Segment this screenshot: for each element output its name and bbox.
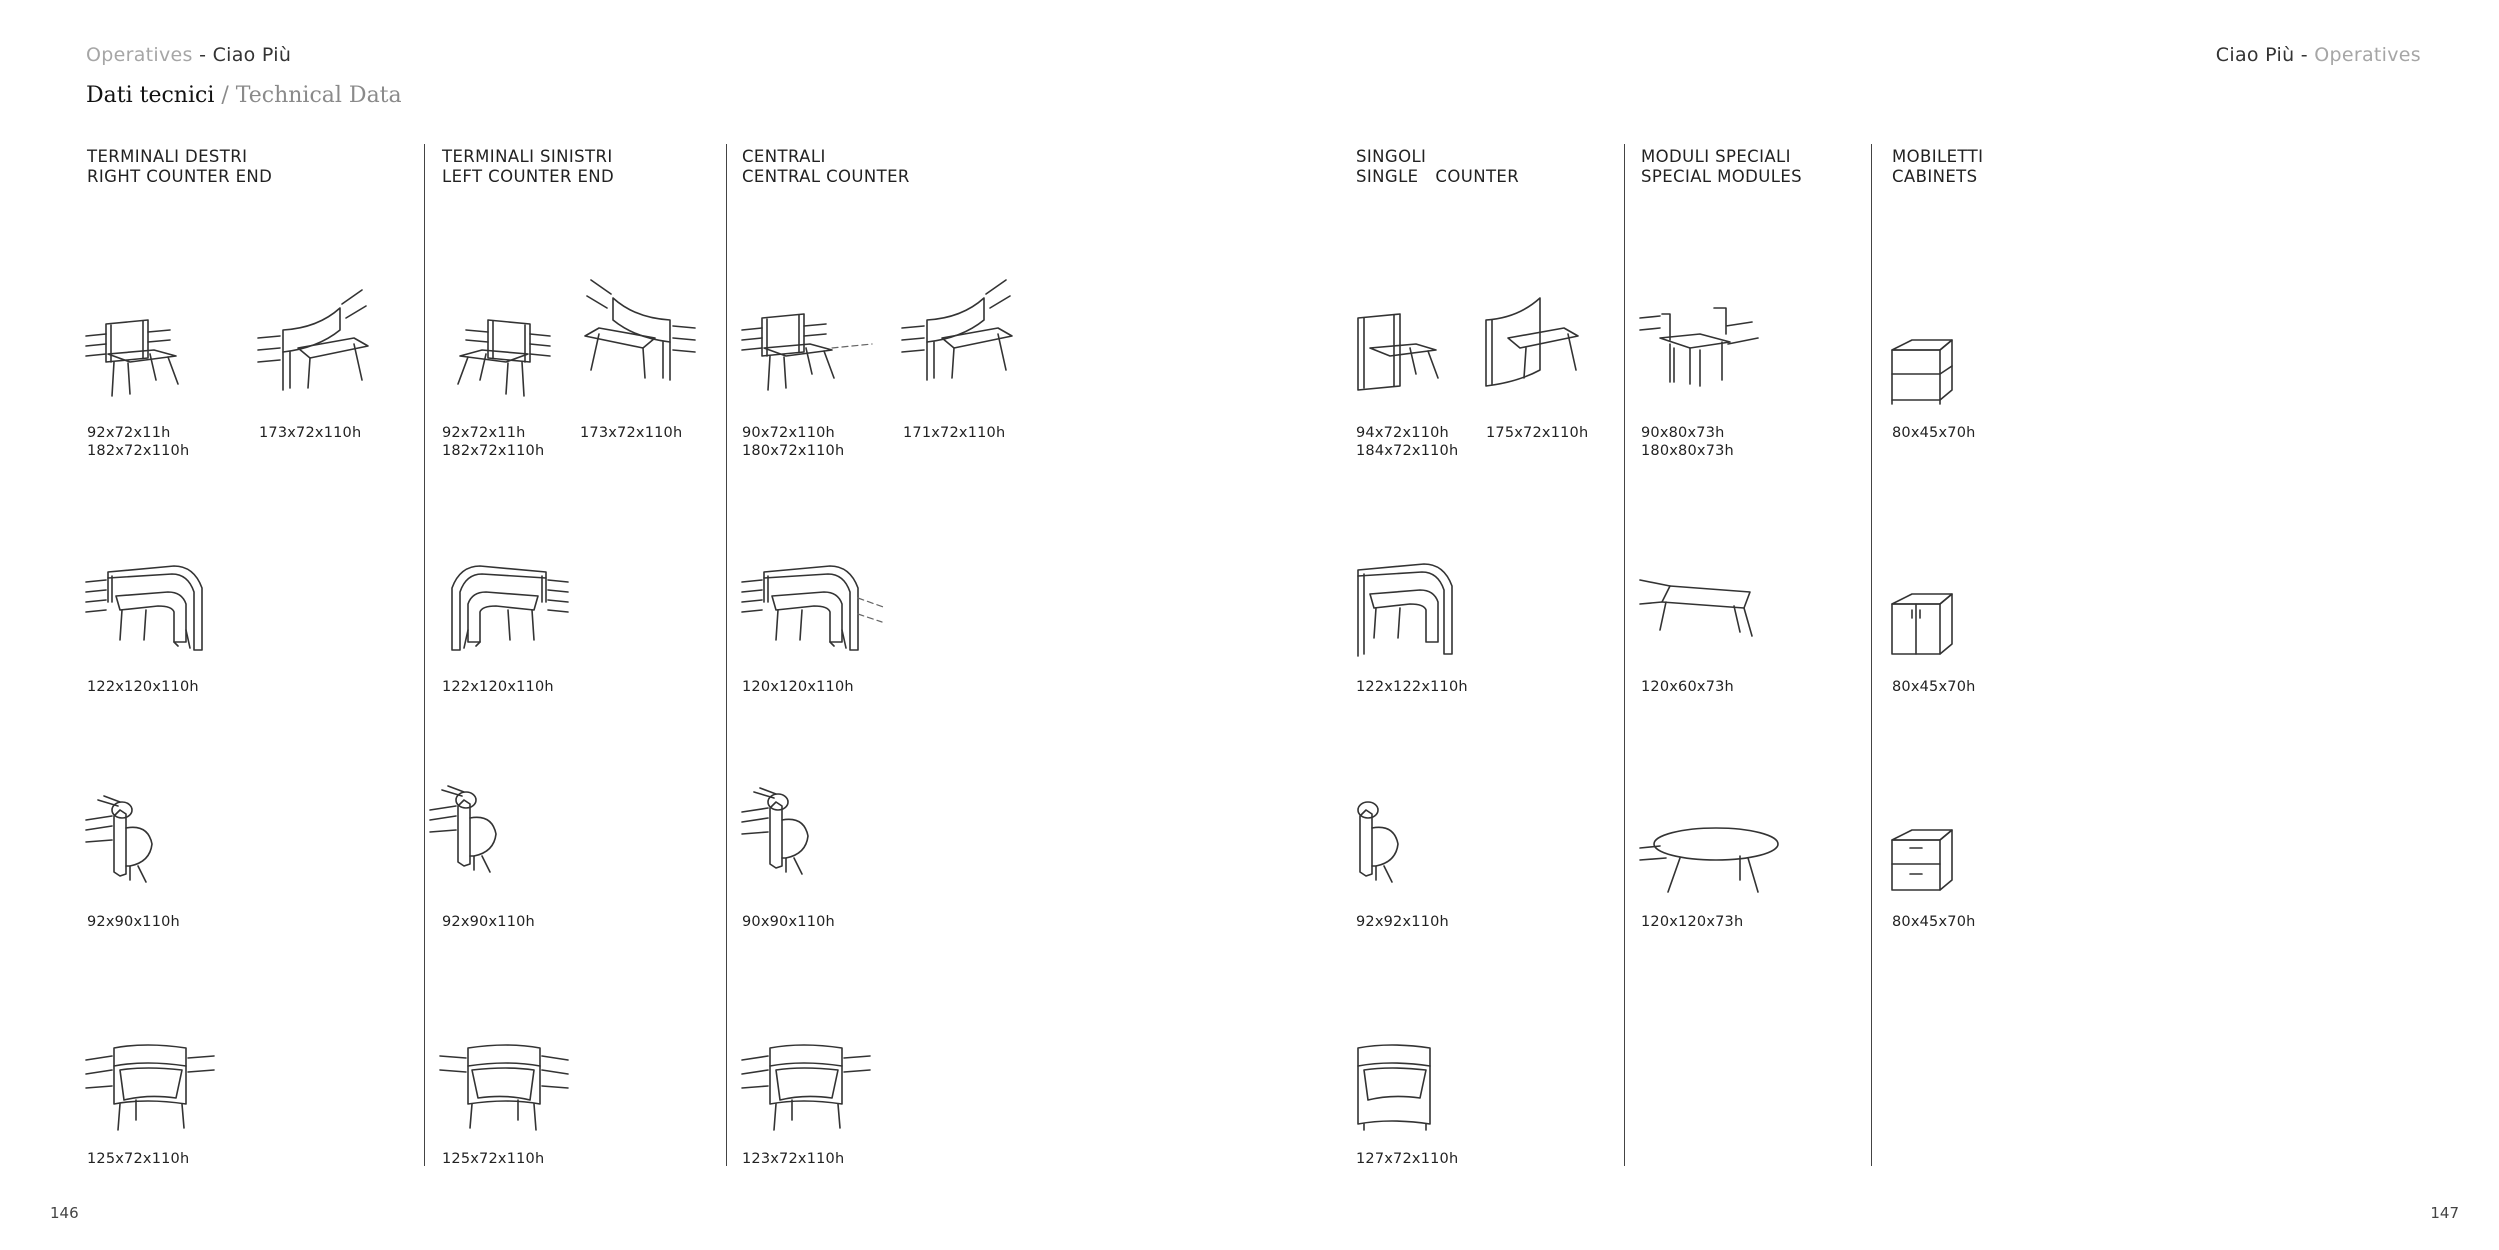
header-right-collection: Ciao Più (2215, 44, 2295, 66)
header-left-category: Operatives (86, 44, 193, 66)
page-number-left: 146 (50, 1204, 79, 1222)
column-title-it: TERMINALI DESTRI (87, 147, 248, 166)
reception-desk-radial-icon (438, 1040, 568, 1135)
reception-desk-curved-icon (902, 290, 1032, 400)
dimension-label: 92x72x11h 182x72x110h (442, 425, 545, 459)
dimension-label: 122x120x110h (87, 679, 199, 695)
reception-desk-corner-icon (438, 558, 568, 658)
dimension-label: 92x72x11h 182x72x110h (87, 425, 190, 459)
dimension-label: 173x72x110h (259, 425, 362, 441)
column-header-right-counter-end (87, 147, 272, 187)
column-header-cabinets (1892, 147, 1983, 187)
reception-desk-curved-icon (258, 300, 378, 400)
dimension-label: 127x72x110h (1356, 1151, 1459, 1167)
dimension-label: 120x120x73h (1641, 914, 1744, 930)
reception-desk-corner-icon (86, 558, 216, 658)
dimension-label: 125x72x110h (87, 1151, 190, 1167)
column-divider (1624, 144, 1625, 1166)
oval-table-icon (1640, 822, 1790, 902)
reception-desk-radial-icon (742, 1040, 882, 1135)
dimension-label: 80x45x70h (1892, 914, 1976, 930)
running-header-right (2216, 44, 2421, 66)
column-title-en: CENTRAL COUNTER (742, 167, 910, 186)
column-title-en: SPECIAL MODULES (1641, 167, 1803, 186)
column-title-it: MOBILETTI (1892, 147, 1984, 166)
header-right-separator: - (2294, 44, 2315, 66)
dimension-label: 90x72x110h 180x72x110h (742, 425, 845, 459)
header-left-collection: Ciao Più (212, 44, 292, 66)
header-left-separator: - (192, 44, 213, 66)
dimension-label: 173x72x110h (580, 425, 683, 441)
column-title-en: RIGHT COUNTER END (87, 167, 273, 186)
running-header-left (86, 44, 291, 66)
dimension-label: 92x90x110h (442, 914, 535, 930)
reception-desk-curved-icon (575, 290, 695, 400)
section-title-en: Technical Data (235, 83, 402, 108)
column-title-it: CENTRALI (742, 147, 826, 166)
dimension-label: 120x120x110h (742, 679, 854, 695)
reception-desk-corner-icon (1350, 556, 1480, 666)
reception-desk-round-end-icon (742, 788, 822, 888)
dimension-label: 92x90x110h (87, 914, 180, 930)
reception-desk-corner-icon (742, 558, 892, 658)
reception-desk-straight-icon (742, 300, 882, 400)
dimension-label: 92x92x110h (1356, 914, 1449, 930)
column-divider (424, 144, 425, 1166)
column-title-en: LEFT COUNTER END (442, 167, 615, 186)
column-divider (1871, 144, 1872, 1166)
section-title (86, 83, 402, 108)
reception-desk-radial-icon (86, 1040, 216, 1135)
dimension-label: 122x122x110h (1356, 679, 1468, 695)
column-title-en: CABINETS (1892, 167, 1978, 186)
reception-desk-straight-icon (86, 306, 196, 406)
column-title-it: SINGOLI (1356, 147, 1427, 166)
dimension-label: 122x120x110h (442, 679, 554, 695)
dimension-label: 90x90x110h (742, 914, 835, 930)
page-number-right: 147 (2430, 1204, 2459, 1222)
reception-desk-radial-icon (1350, 1040, 1450, 1135)
dimension-label: 123x72x110h (742, 1151, 845, 1167)
dimension-label: 120x60x73h (1641, 679, 1734, 695)
section-title-it: Dati tecnici (86, 83, 215, 108)
rectangular-table-icon (1640, 576, 1770, 646)
reception-desk-round-end-icon (1344, 796, 1414, 891)
desk-module-icon (1640, 304, 1770, 399)
header-right-category: Operatives (2314, 44, 2421, 66)
reception-desk-curved-icon (1478, 290, 1588, 400)
column-title-it: MODULI SPECIALI (1641, 147, 1791, 166)
dimension-label: 90x80x73h 180x80x73h (1641, 425, 1734, 459)
open-shelf-cabinet-icon (1882, 336, 1962, 408)
reception-desk-round-end-icon (430, 786, 510, 886)
column-divider (726, 144, 727, 1166)
column-header-left-counter-end (442, 147, 614, 187)
reception-desk-straight-icon (440, 306, 550, 406)
column-title-it: TERMINALI SINISTRI (442, 147, 613, 166)
reception-desk-round-end-icon (86, 796, 166, 891)
dimension-label: 80x45x70h (1892, 679, 1976, 695)
column-header-special-modules (1641, 147, 1802, 187)
door-cabinet-icon (1882, 590, 1962, 662)
dimension-label: 80x45x70h (1892, 425, 1976, 441)
column-header-single-counter (1356, 147, 1519, 187)
section-title-separator: / (214, 83, 236, 108)
dimension-label: 125x72x110h (442, 1151, 545, 1167)
column-title-en: SINGLE COUNTER (1356, 167, 1520, 186)
drawer-cabinet-icon (1882, 826, 1962, 898)
dimension-label: 171x72x110h (903, 425, 1006, 441)
column-header-central-counter (742, 147, 910, 187)
reception-desk-straight-icon (1350, 300, 1450, 400)
dimension-label: 94x72x110h 184x72x110h (1356, 425, 1459, 459)
dimension-label: 175x72x110h (1486, 425, 1589, 441)
